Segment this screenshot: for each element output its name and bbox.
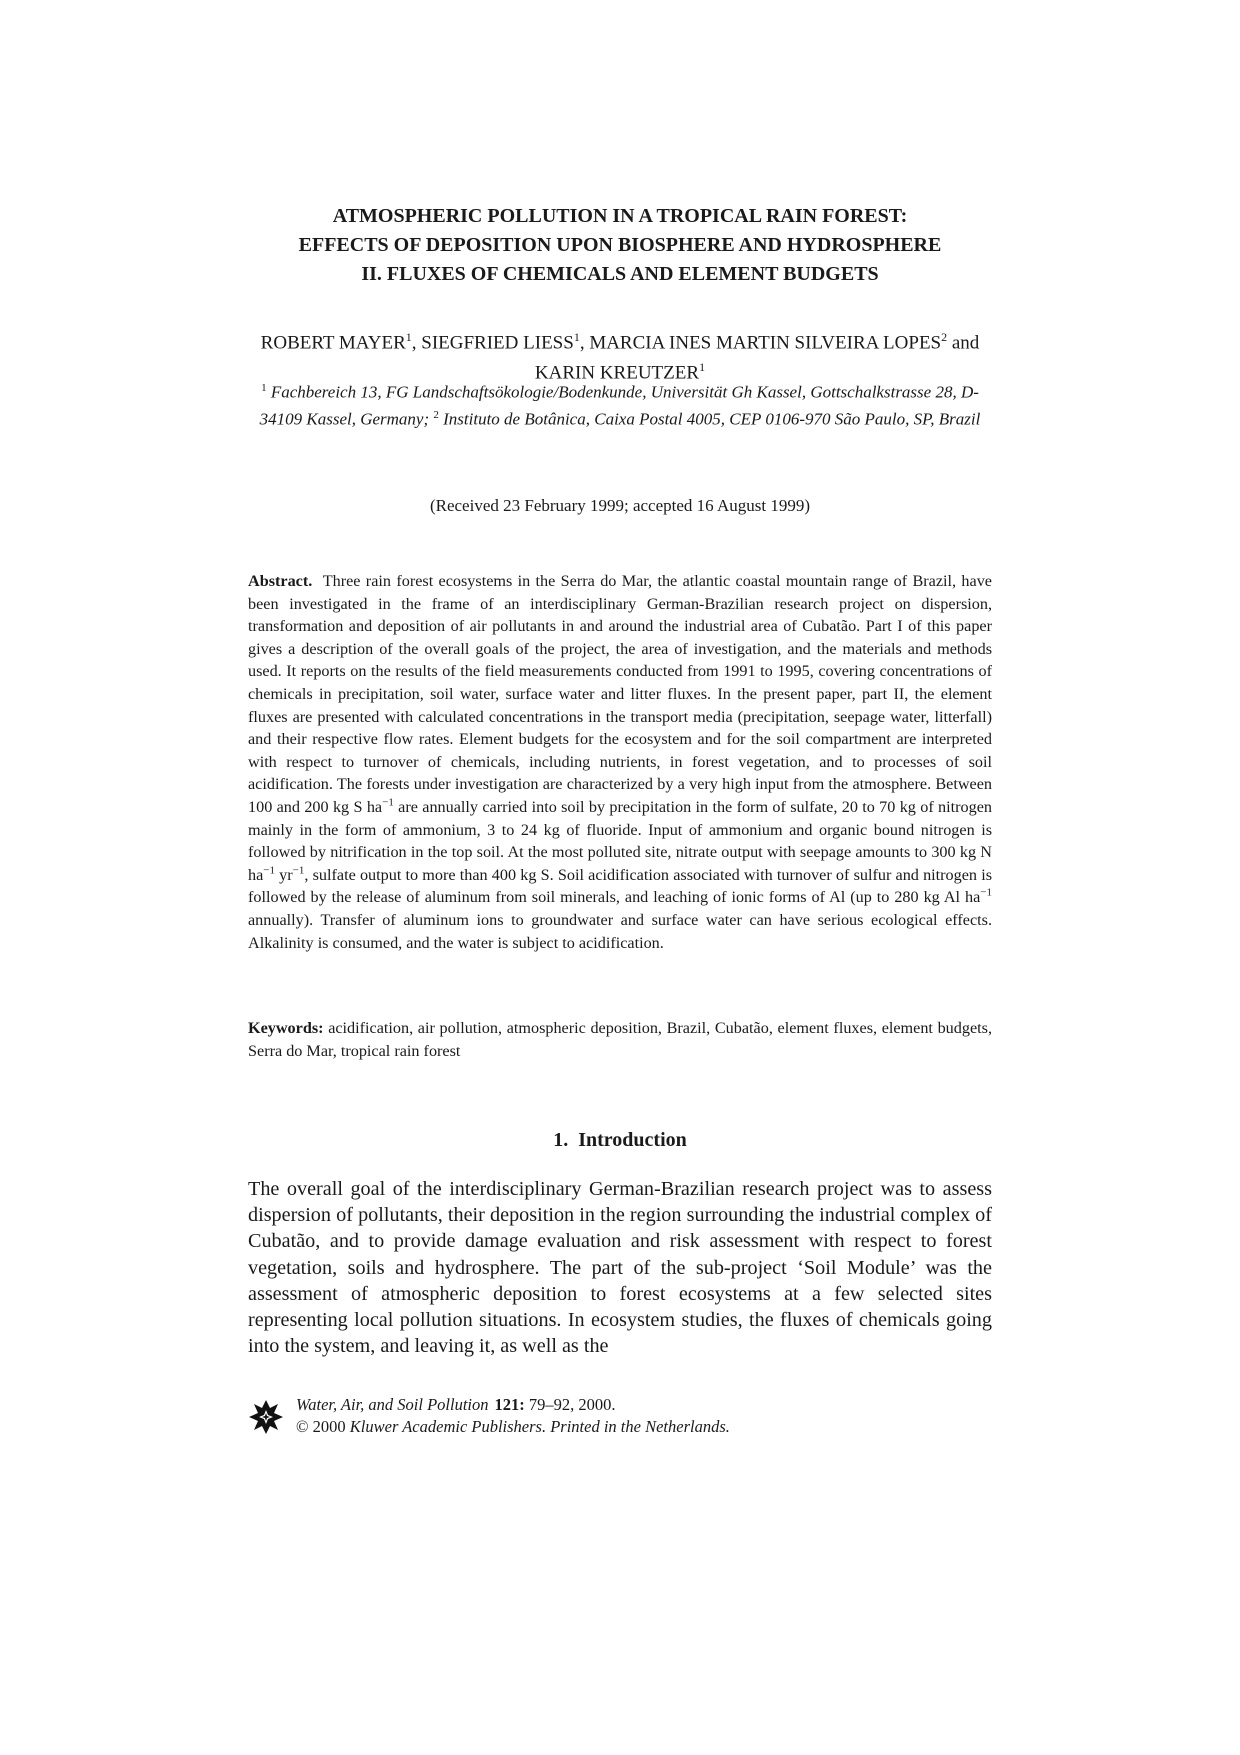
author-name: , MARCIA INES MARTIN SILVEIRA LOPES	[579, 332, 942, 354]
section-title: Introduction	[578, 1129, 687, 1151]
affiliation-mark: 2	[433, 408, 439, 421]
affiliation-mark: 1	[261, 382, 267, 394]
abstract-text: annually). Transfer of aluminum ions to groundwater and surface water can have serious ecological effects. Alkalinity is consumed, and the water is subject to acidification.	[248, 910, 992, 952]
affiliation-text: Instituto de Botânica, Caixa Postal 4005, CEP 0106-970 São Paulo, SP, Brazil	[438, 409, 981, 429]
exponent: −1	[292, 864, 305, 877]
author-affiliation-mark: 1	[405, 330, 412, 344]
journal-footer	[248, 1394, 848, 1444]
author-separator: and	[947, 332, 980, 354]
journal-name: Water, Air, and Soil Pollution	[296, 1395, 489, 1414]
author-name: KARIN KREUTZER	[534, 362, 700, 384]
title-line-1: ATMOSPHERIC POLLUTION IN A TROPICAL RAIN FOREST:	[332, 205, 908, 227]
paper-title	[200, 202, 1040, 289]
title-line-2: EFFECTS OF DEPOSITION UPON BIOSPHERE AND HYDROSPHERE	[298, 234, 942, 256]
exponent: −1	[263, 864, 275, 877]
copyright-notice: © 2000	[296, 1417, 350, 1436]
abstract-text: , sulfate output to more than 400 kg S. Soil acidification associated with turnover of sulfur and nitrogen is followed by the release of aluminum from soil minerals, and leaching of ionic forms of Al (up to 280 kg Al ha	[248, 865, 993, 907]
author-affiliation-mark: 1	[699, 360, 706, 375]
keywords	[248, 1017, 992, 1062]
abstract-text: Three rain forest ecosystems in the Serra do Mar, the atlantic coastal mountain range of Brazil, have been investigated in the frame of an interdisciplinary German-Brazilian research project on dispersion, transformation and deposition of air pollutants in and around the industrial area of Cubatão. Part I of this paper gives a description of the overall goals of the project, the area of investigation, and the materials and methods used. It reports on the results of the field measurements conducted from 1991 to 1995, covering concentrations of chemicals in precipitation, soil water, surface water and litter fluxes. In the present paper, part II, the element fluxes are presented with calculated concentrations in the transport media (precipitation, seepage water, litterfall) and their respective flow rates. Element budgets for the ecosystem and for the soil compartment are interpreted with respect to turnover of chemicals, including nutrients, in forest vegetation, and to processes of soil acidification. The forests under investigation are characterized by a very high input from the atmosphere. Between 100 and 200 kg S ha	[248, 572, 992, 816]
received-dates: (Received 23 February 1999; accepted 16 August 1999)	[429, 496, 811, 515]
journal-volume: 121:	[494, 1395, 525, 1414]
affiliations	[245, 377, 995, 430]
author-affiliation-mark: 1	[573, 330, 580, 344]
section-heading-introduction	[248, 1127, 992, 1153]
journal-pages: 79–92, 2000.	[524, 1395, 616, 1414]
section-number: 1.	[553, 1129, 569, 1151]
abstract	[248, 570, 992, 954]
keywords-label: Keywords:	[248, 1019, 324, 1037]
footer-citation	[296, 1394, 730, 1438]
author-affiliation-mark: 2	[941, 330, 948, 344]
affiliation-text: Fachbereich 13, FG Landschaftsökologie/Bodenkunde, Universität Gh Kassel, Gottschalkstrasse 28, D-34109 Kassel, Germany;	[259, 382, 979, 429]
kluwer-logo-icon	[248, 1398, 284, 1436]
publisher-notice: Kluwer Academic Publishers. Printed in the Netherlands.	[349, 1417, 730, 1436]
abstract-text: yr	[275, 865, 293, 884]
author-separator: ,	[411, 332, 422, 354]
introduction-paragraph: The overall goal of the interdisciplinary German-Brazilian research project was to assess dispersion of pollutants, their deposition in the region surrounding the industrial complex of Cubatão, and to provide damage evaluation and risk assessment with respect to forest vegetation, soils and hydrosphere. The part of the sub-project ‘Soil Module’ was the assessment of atmospheric deposition to forest ecosystems at a few selected sites representing local pollution situations. In ecosystem studies, the fluxes of chemicals going into the system, and leaving it, as well as the	[248, 1178, 992, 1358]
title-line-3: II. FLUXES OF CHEMICALS AND ELEMENT BUDGETS	[361, 263, 879, 285]
author-name: ROBERT MAYER	[260, 332, 406, 354]
exponent: −1	[980, 886, 992, 899]
abstract-text: are annually carried into soil by precipitation in the form of sulfate, 20 to 70 kg of nitrogen mainly in the form of ammonium, 3 to 24 kg of fluoride. Input of ammonium and organic bound nitrogen is followed by nitrification in the top soil. At the most polluted site, nitrate output with seepage amounts to 300 kg N ha	[248, 797, 993, 884]
author-name: SIEGFRIED LIESS	[421, 332, 574, 354]
keywords-text: acidification, air pollution, atmospheric deposition, Brazil, Cubatão, element fluxes, element budgets, Serra do Mar, tropical rain forest	[248, 1019, 992, 1060]
exponent: −1	[382, 796, 394, 809]
abstract-label: Abstract.	[248, 572, 313, 590]
